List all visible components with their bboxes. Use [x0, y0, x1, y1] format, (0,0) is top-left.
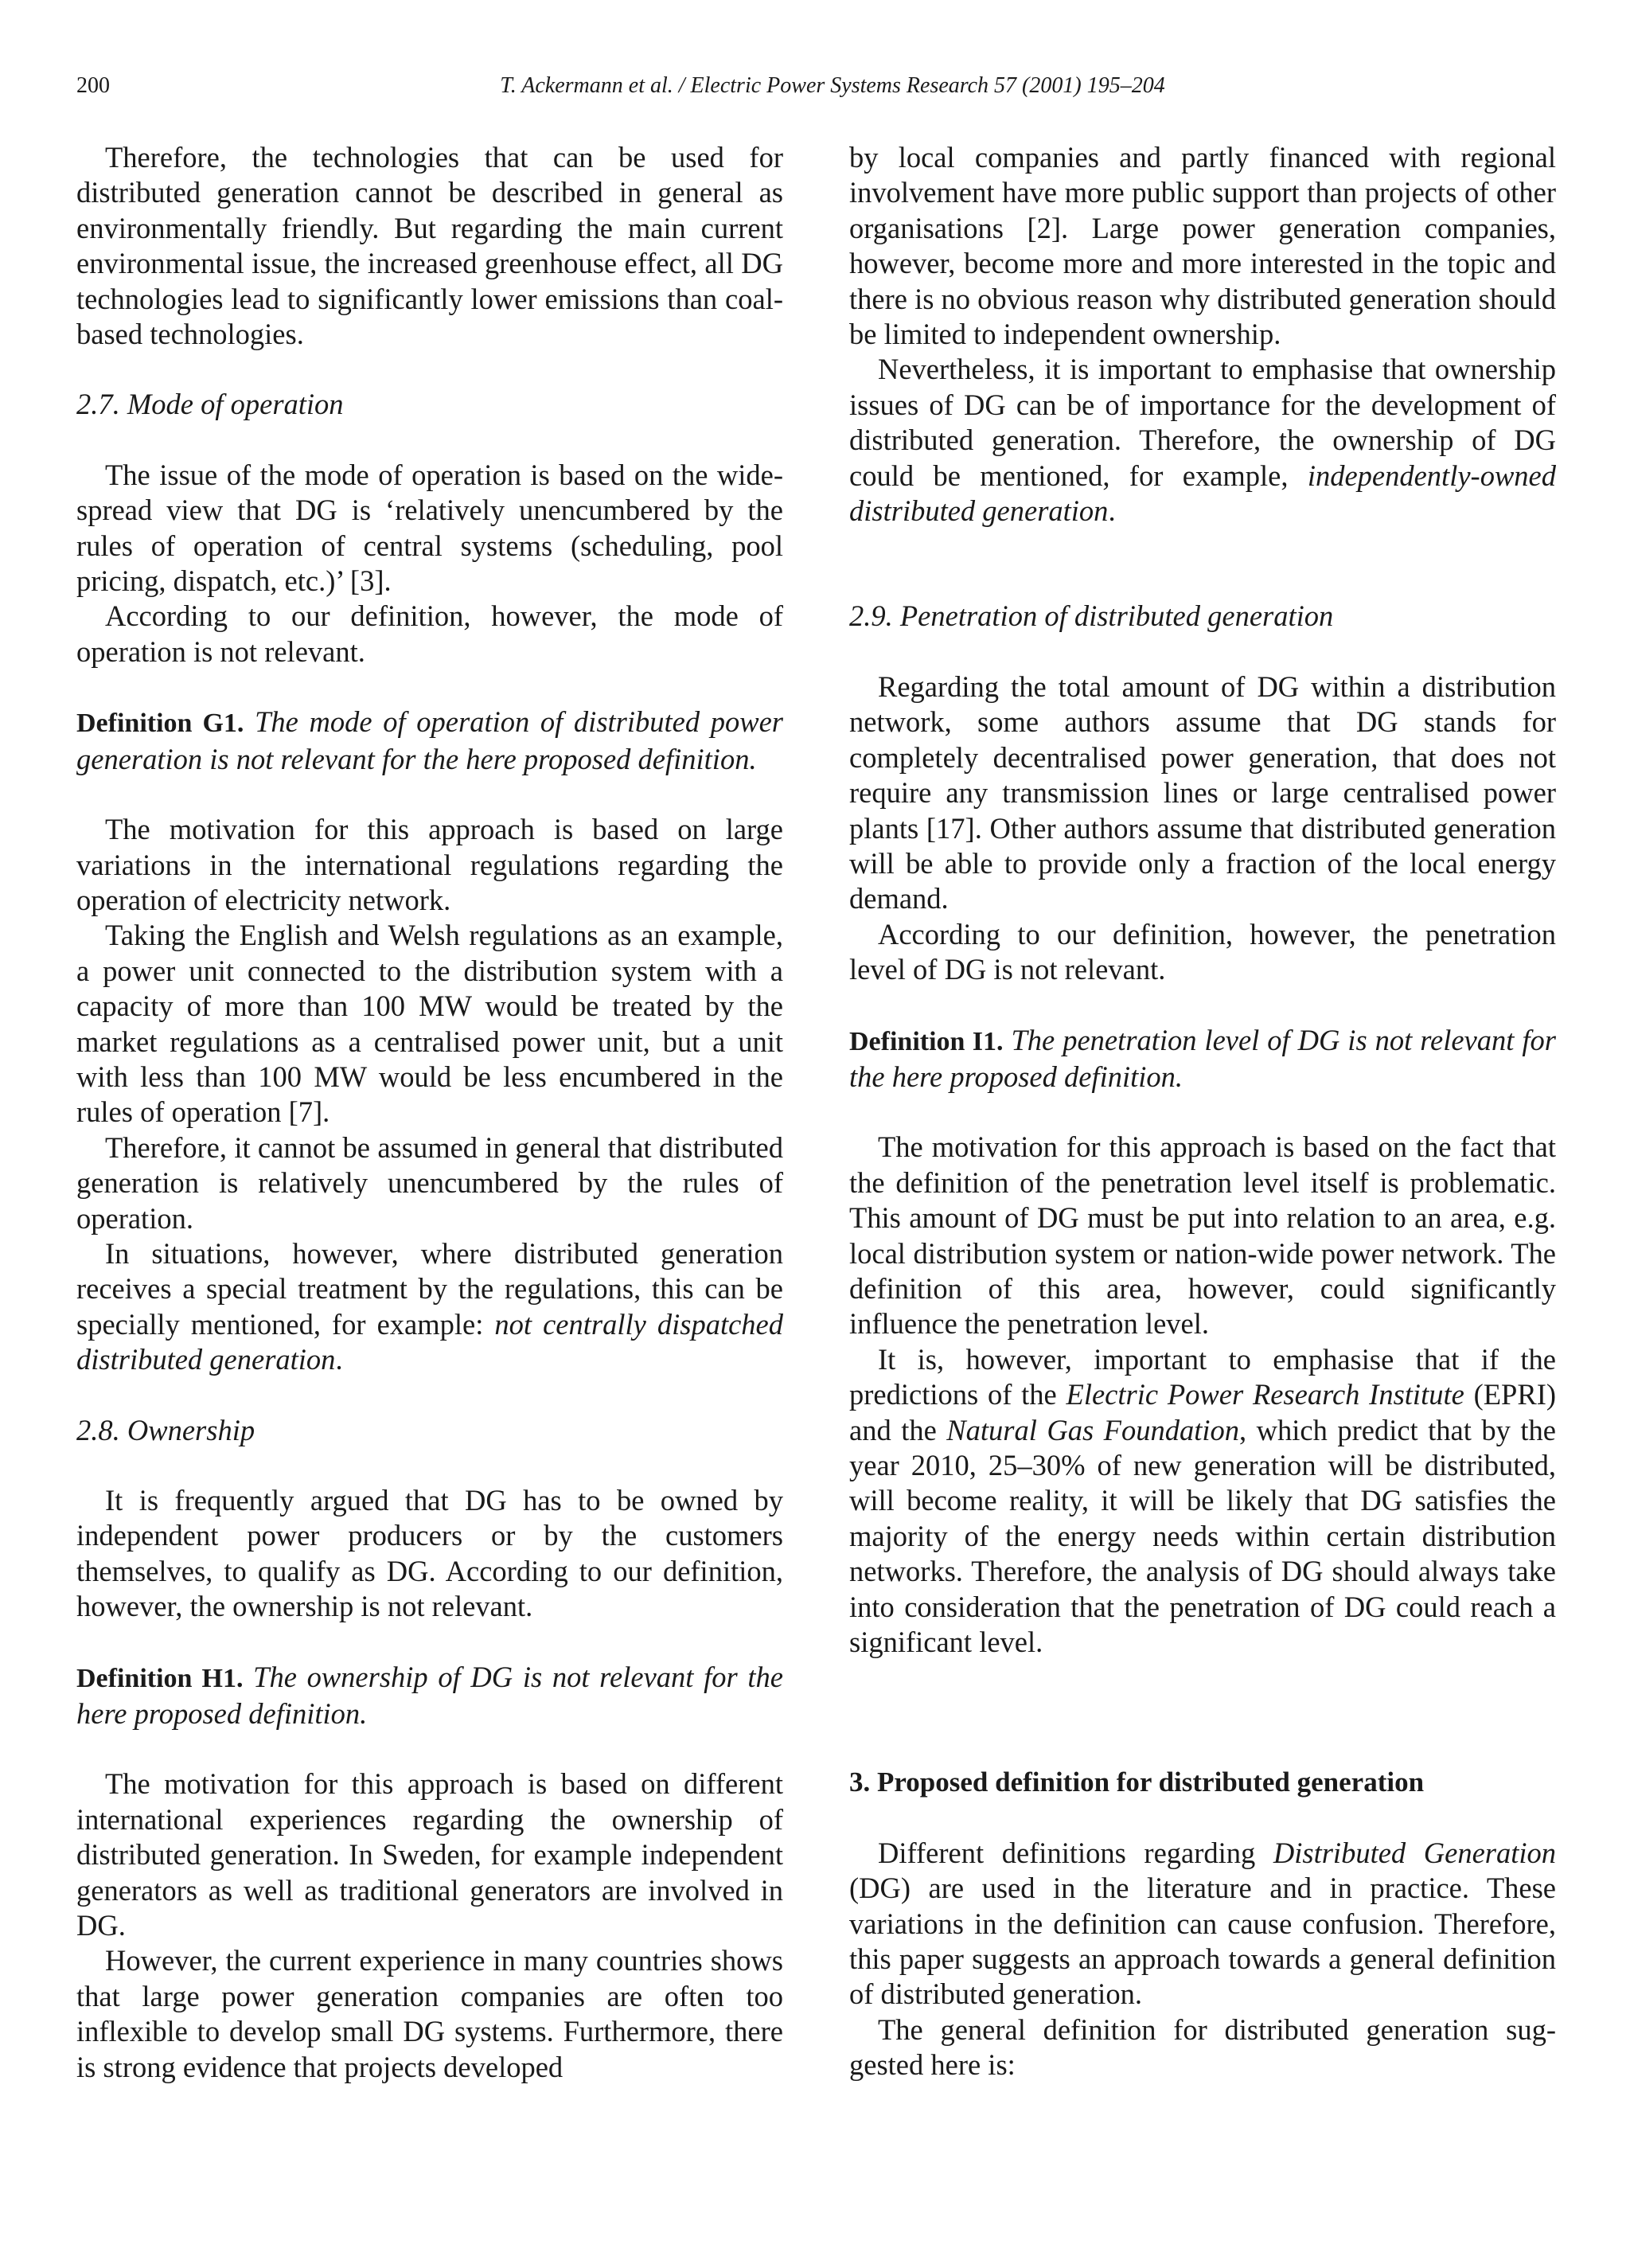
text-run: . [1108, 494, 1116, 528]
section-heading-2-9: 2.9. Penetration of distributed generation [849, 599, 1334, 633]
paragraph: Therefore, the technologies that can be used for distributed generation cannot be described in general as environmentally friendly. But regarding the main current environmental issue, the increased greenhouse effect, all DG technologies lead to significantly lower emissions than coal-based technologies. [76, 141, 783, 351]
text-run: It is, however, important to emphasise that if the predictions of the [849, 1342, 1556, 1411]
definition-label: Definition H1. [76, 1663, 244, 1693]
paragraph: by local companies and partly financed with regional involvement have more public support than projects of other organisations [2]. Large power generation companies, however, become more and more interested in the topic and there is no obvious reason why distributed generation should be limited to independent ownership. [849, 141, 1557, 351]
left-column [76, 140, 783, 2085]
text-run: (EPRI) and the [849, 1378, 1557, 1446]
emphasis: independently-owned distributed generation [849, 459, 1556, 528]
paragraph [849, 1342, 1556, 1661]
emphasis: not centrally dispatched distributed generation [76, 1307, 783, 1376]
definition-text: The penetration level of DG is not relevant for the here proposed definition. [849, 1023, 1556, 1093]
definition-i1 [849, 1023, 1556, 1095]
paragraph: Regarding the total amount of DG within a distribution network, some authors assume that DG stands for completely decentralised power generation, that does not require any transmission lines or large centralised power plants [17]. Other authors assume that distributed generation will be able to provide only a fraction of the local energy demand. [849, 669, 1556, 915]
definition-h1 [76, 1660, 783, 1732]
section-heading-3: 3. Proposed definition for distributed generation [849, 1766, 1425, 1798]
paragraph: Taking the English and Welsh regulations as an example, a power unit connected to the distribution system with a capacity of more than 100 MW would be treated by the market regulations as a centralised power unit, but a unit with less than 100 MW would be less encumbered in the rules of operation [7]. [76, 919, 783, 1129]
text-run: Different definitions regarding [878, 1836, 1273, 1869]
right-column [849, 140, 1556, 2083]
section-heading-2-7: 2.7. Mode of operation [76, 388, 344, 421]
emphasis: Electric Power Research Institute [1066, 1378, 1464, 1411]
text-run: In situations, however, where distributed generation receives a special treatment by the regulations, this can be specially mentioned, for example: [76, 1236, 783, 1341]
paragraph: However, the current experience in many countries shows that large power generation companies are often too inflexible to develop small DG systems. Furthermore, there is strong evidence that projects developed [76, 1944, 783, 2083]
text-run: . [335, 1343, 343, 1376]
paragraph: According to our definition, however, the mode of operation is not relevant. [76, 599, 783, 668]
paragraph: The issue of the mode of operation is based on the wide-spread view that DG is ‘relatively unencumbered by the rules of operation of central systems (scheduling, pool pricing, dispatch, etc.)’ [3]. [76, 458, 783, 598]
definition-label: Definition G1. [76, 709, 244, 739]
paragraph [849, 1836, 1556, 2012]
paragraph [849, 352, 1556, 529]
text-run: (DG) are used in the literature and in practice. These variations in the definition can cause confusion. Therefore, this paper suggests an approach towards a general definition of distributed generation. [849, 1872, 1556, 2011]
paragraph: The motivation for this approach is based on the fact that the definition of the penetration level itself is problematic. This amount of DG must be put into relation to an area, e.g. local distribution system or nation-wide power network. The definition of this area, however, could significantly influence the penetration level. [849, 1130, 1556, 1341]
paragraph: Therefore, it cannot be assumed in general that distributed generation is relatively unencumbered by the rules of operation. [76, 1130, 783, 1235]
emphasis: Natural Gas Foundation [946, 1413, 1240, 1446]
definition-text: The ownership of DG is not relevant for the here proposed definition. [76, 1660, 783, 1731]
text-run: , which predict that by the year 2010, 25–30% of new generation will be distributed, will become reality, it will be likely that DG satisfies the majority of the energy needs within certain distribution networks. Therefore, the analysis of DG should always take into consideration that the penetration of DG could reach a significant level. [849, 1413, 1556, 1659]
paragraph: The motivation for this approach is based on different international experiences regarding the ownership of distributed generation. In Sweden, for example independent generators as well as traditional generators are involved in DG. [76, 1767, 783, 1942]
definition-label: Definition I1. [849, 1026, 1004, 1056]
section-heading-2-8: 2.8. Ownership [76, 1413, 255, 1446]
emphasis: Distributed Generation [1273, 1836, 1557, 1869]
paragraph: It is frequently argued that DG has to be owned by independent power producers or by the customers themselves, to qualify as DG. According to our definition, however, the ownership is not relevant. [76, 1484, 783, 1623]
paragraph: The motivation for this approach is based on large variations in the international regulations regarding the operation of electricity network. [76, 813, 783, 916]
paragraph: The general definition for distributed generation suggested here is: [849, 2012, 1556, 2082]
running-head: T. Ackermann et al. / Electric Power Systems Research 57 (2001) 195–204 [500, 73, 1165, 98]
definition-text: The mode of operation of distributed power generation is not relevant for the here proposed definition. [76, 705, 784, 775]
text-run: Nevertheless, it is important to emphasise that ownership issues of DG can be of importance for the development of distributed generation. Therefore, the ownership of DG could be mentioned, for example, [849, 353, 1556, 492]
definition-g1 [76, 705, 783, 777]
paragraph: According to our definition, however, the penetration level of DG is not relevant. [849, 917, 1556, 986]
page-number: 200 [76, 73, 110, 98]
paragraph [76, 1236, 783, 1378]
page-header [76, 73, 1573, 105]
